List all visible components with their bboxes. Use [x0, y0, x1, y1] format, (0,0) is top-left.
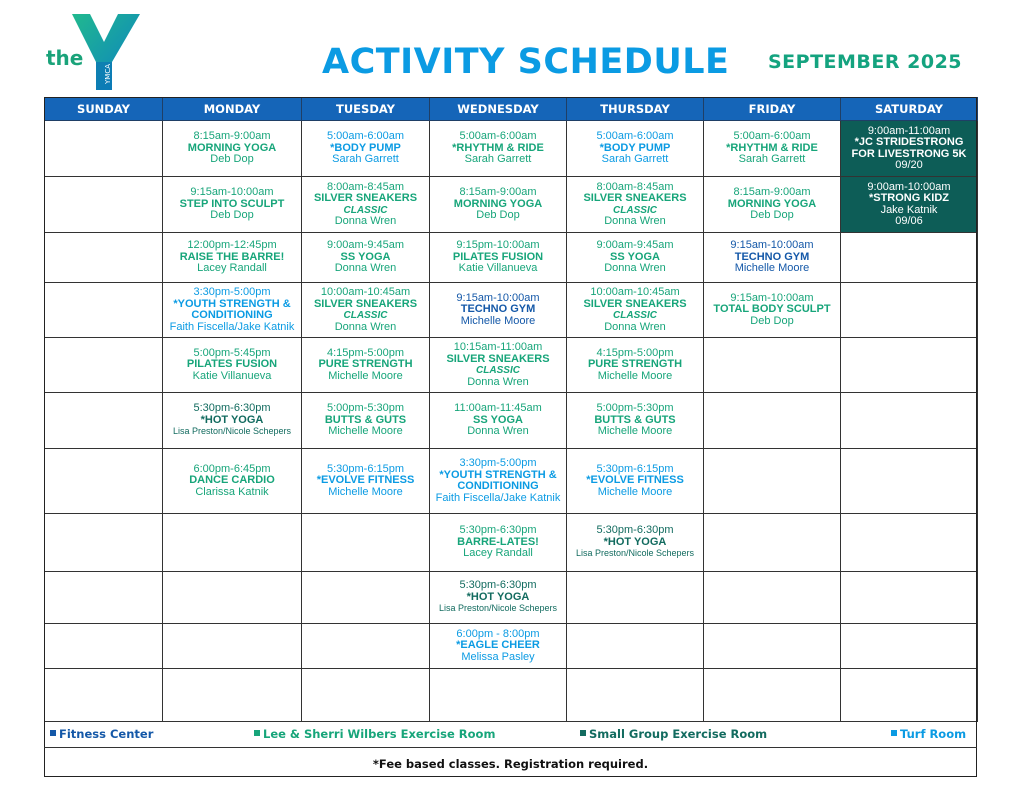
- legend-swatch: [891, 730, 897, 736]
- class-instructor: Donna Wren: [467, 425, 529, 438]
- day-header-thursday: THURSDAY: [567, 98, 704, 121]
- class-subtitle: CLASSIC: [343, 204, 388, 216]
- class-time: 8:15am-9:00am: [193, 130, 271, 143]
- class-name: PURE STRENGTH: [318, 358, 413, 371]
- class-name: TOTAL BODY SCULPT: [713, 303, 831, 316]
- class-instructor: Lisa Preston/Nicole Schepers: [575, 548, 695, 559]
- class-time: 5:30pm-6:30pm: [459, 579, 537, 592]
- class-instructor: Donna Wren: [334, 215, 397, 227]
- class-time: 5:30pm-6:30pm: [459, 524, 537, 537]
- class-name: SILVER SNEAKERS: [583, 297, 687, 310]
- class-time: 5:30pm-6:15pm: [596, 462, 674, 475]
- class-instructor: Lisa Preston/Nicole Schepers: [438, 603, 558, 614]
- class-time: 5:00pm-5:45pm: [193, 346, 271, 359]
- class-instructor: Sarah Garrett: [464, 153, 532, 166]
- class-instructor: Michelle Moore: [597, 369, 673, 382]
- class-name: PILATES FUSION: [186, 358, 278, 371]
- class-instructor: Michelle Moore: [328, 369, 403, 382]
- class-time: 4:15pm-5:00pm: [326, 346, 405, 359]
- class-name: BUTTS & GUTS: [324, 413, 407, 426]
- class-name: MORNING YOGA: [727, 197, 817, 210]
- class-name: *RHYTHM & RIDE: [452, 141, 544, 154]
- svg-text:YMCA: YMCA: [104, 64, 112, 84]
- class-instructor: Deb Dop: [210, 209, 254, 222]
- class-time: 9:15pm-10:00am: [456, 239, 540, 252]
- class-instructor: Deb Dop: [210, 153, 254, 166]
- legend-label: Turf Room: [900, 727, 967, 741]
- class-time: 9:15am-10:00am: [730, 291, 814, 304]
- class-instructor: Michelle Moore: [328, 485, 403, 498]
- class-instructor: Michelle Moore: [597, 485, 673, 498]
- class-instructor: Michelle Moore: [328, 425, 403, 438]
- class-time: 5:00am-6:00am: [596, 130, 674, 143]
- legend-label: Lee & Sherri Wilbers Exercise Room: [263, 727, 496, 741]
- class-instructor: Katie Villanueva: [192, 369, 272, 382]
- class-time: 9:15am-10:00am: [730, 239, 814, 252]
- class-name: *HOT YOGA: [200, 413, 264, 426]
- class-time: 9:15am-10:00am: [190, 186, 274, 199]
- class-name: *EAGLE CHEER: [456, 639, 540, 652]
- class-time: 10:00am-10:45am: [590, 286, 680, 298]
- class-name: *HOT YOGA: [603, 535, 667, 548]
- class-time: 6:00pm - 8:00pm: [456, 627, 540, 640]
- class-time: 9:00am-9:45am: [596, 239, 674, 252]
- class-instructor: Deb Dop: [750, 209, 794, 222]
- legend-swatch: [50, 730, 56, 736]
- class-time: 10:00am-10:45am: [320, 286, 411, 298]
- class-instructor: Faith Fiscella/Jake Katnik: [435, 491, 561, 504]
- class-instructor: Donna Wren: [334, 320, 397, 333]
- class-instructor: Michelle Moore: [734, 262, 810, 275]
- class-time: 5:30pm-6:15pm: [326, 462, 405, 475]
- class-name: SILVER SNEAKERS: [446, 352, 550, 365]
- class-instructor: Donna Wren: [334, 262, 397, 275]
- class-time: 3:30pm-5:00pm: [193, 286, 271, 298]
- class-time: 5:00am-6:00am: [326, 130, 405, 143]
- class-name: BARRE-LATES!: [457, 535, 539, 548]
- class-instructor: Donna Wren: [604, 320, 666, 333]
- legend-small-group-room: [580, 727, 767, 741]
- legend-swatch: [254, 730, 260, 736]
- class-instructor: Lacey Randall: [197, 262, 267, 275]
- class-instructor: Clarissa Katnik: [195, 485, 269, 498]
- class-time: 5:00am-6:00am: [733, 130, 811, 143]
- fee-footnote: *Fee based classes. Registration required.: [372, 757, 649, 771]
- class-instructor: Katie Villanueva: [458, 262, 538, 275]
- class-date: 09/06: [895, 215, 923, 227]
- class-time: 9:15am-10:00am: [456, 291, 540, 304]
- class-name: MORNING YOGA: [187, 141, 277, 154]
- class-time: 10:15am-11:00am: [453, 341, 543, 353]
- class-name: TECHNO GYM: [460, 303, 536, 316]
- class-name: *EVOLVE FITNESS: [586, 474, 684, 487]
- class-time: 5:30pm-6:30pm: [596, 524, 674, 537]
- class-time: 3:30pm-5:00pm: [459, 457, 537, 469]
- class-time: 9:00am-10:00am: [867, 180, 951, 193]
- class-time: 8:15am-9:00am: [459, 186, 537, 199]
- class-name: PURE STRENGTH: [587, 358, 683, 371]
- day-header-wednesday: WEDNESDAY: [430, 98, 567, 121]
- legend-exercise-room: [254, 727, 495, 741]
- class-time: 8:00am-8:45am: [326, 180, 405, 193]
- class-name: SS YOGA: [610, 250, 660, 263]
- class-name: RAISE THE BARRE!: [179, 250, 285, 263]
- class-name: TECHNO GYM: [734, 250, 810, 263]
- class-name: *YOUTH STRENGTH & CONDITIONING: [173, 297, 291, 321]
- class-instructor: Lisa Preston/Nicole Schepers: [172, 426, 292, 437]
- page-title: ACTIVITY SCHEDULE: [322, 42, 730, 82]
- class-instructor: Sarah Garrett: [601, 153, 669, 166]
- class-subtitle: CLASSIC: [613, 310, 657, 321]
- class-instructor: Faith Fiscella/Jake Katnik: [169, 320, 295, 333]
- schedule-month: SEPTEMBER 2025: [768, 51, 963, 73]
- schedule-frame: [44, 97, 977, 777]
- class-name: *JC STRIDESTRONG FOR LIVESTRONG 5K: [851, 136, 967, 160]
- class-instructor: Sarah Garrett: [738, 153, 806, 166]
- legend-swatch: [580, 730, 586, 736]
- day-header-saturday: SATURDAY: [841, 98, 978, 121]
- class-instructor: Donna Wren: [604, 262, 666, 275]
- day-header-friday: FRIDAY: [704, 98, 841, 121]
- class-name: SILVER SNEAKERS: [313, 192, 418, 204]
- class-time: 9:00am-11:00am: [867, 124, 951, 137]
- class-time: 5:00pm-5:30pm: [326, 402, 405, 415]
- class-instructor: Donna Wren: [604, 215, 666, 227]
- class-name: SS YOGA: [473, 413, 523, 426]
- class-name: STEP INTO SCULPT: [179, 197, 285, 210]
- day-header-tuesday: TUESDAY: [302, 98, 430, 121]
- day-header-sunday: SUNDAY: [45, 98, 163, 121]
- class-name: SILVER SNEAKERS: [583, 192, 687, 204]
- legend-divider: [44, 747, 977, 748]
- logo-text: the: [46, 46, 84, 70]
- class-time: 4:15pm-5:00pm: [596, 346, 674, 359]
- class-name: *HOT YOGA: [466, 590, 530, 603]
- legend-turf-room: [891, 727, 966, 741]
- legend-fitness-center: [50, 727, 153, 741]
- class-time: 12:00pm-12:45pm: [187, 239, 277, 252]
- class-name: BUTTS & GUTS: [594, 413, 676, 426]
- class-time: 11:00am-11:45am: [454, 402, 542, 415]
- class-name: MORNING YOGA: [453, 197, 543, 210]
- class-name: *EVOLVE FITNESS: [316, 474, 415, 487]
- class-time: 6:00pm-6:45pm: [193, 462, 271, 475]
- class-subtitle: CLASSIC: [613, 204, 657, 216]
- class-time: 5:30pm-6:30pm: [193, 402, 271, 415]
- class-instructor: Sarah Garrett: [332, 153, 399, 166]
- day-header-monday: MONDAY: [163, 98, 302, 121]
- class-instructor: Melissa Pasley: [461, 650, 535, 663]
- class-subtitle: CLASSIC: [343, 310, 388, 321]
- class-name: *YOUTH STRENGTH & CONDITIONING: [439, 468, 557, 492]
- class-instructor: Donna Wren: [467, 375, 529, 388]
- class-name: *BODY PUMP: [330, 141, 401, 154]
- class-time: 5:00am-6:00am: [459, 130, 537, 143]
- class-instructor: Jake Katnik: [880, 203, 938, 216]
- class-instructor: Deb Dop: [750, 314, 794, 327]
- class-name: *BODY PUMP: [599, 141, 671, 154]
- class-instructor: 09/20: [895, 159, 923, 171]
- class-time: 9:00am-9:45am: [326, 239, 405, 252]
- class-time: 8:15am-9:00am: [733, 186, 811, 199]
- class-name: *RHYTHM & RIDE: [726, 141, 818, 154]
- class-time: 5:00pm-5:30pm: [596, 402, 674, 415]
- class-name: PILATES FUSION: [452, 250, 544, 263]
- class-name: SS YOGA: [340, 250, 391, 263]
- legend-label: Fitness Center: [59, 727, 154, 741]
- class-name: SILVER SNEAKERS: [313, 297, 418, 310]
- class-instructor: Deb Dop: [476, 209, 520, 222]
- class-instructor: Michelle Moore: [460, 314, 536, 327]
- class-instructor: Michelle Moore: [597, 425, 673, 438]
- class-name: DANCE CARDIO: [189, 474, 275, 487]
- class-name: *STRONG KIDZ: [868, 192, 950, 204]
- class-time: 8:00am-8:45am: [596, 180, 674, 193]
- class-instructor: Lacey Randall: [463, 547, 533, 560]
- class-subtitle: CLASSIC: [476, 365, 520, 376]
- legend-label: Small Group Exercise Room: [589, 727, 768, 741]
